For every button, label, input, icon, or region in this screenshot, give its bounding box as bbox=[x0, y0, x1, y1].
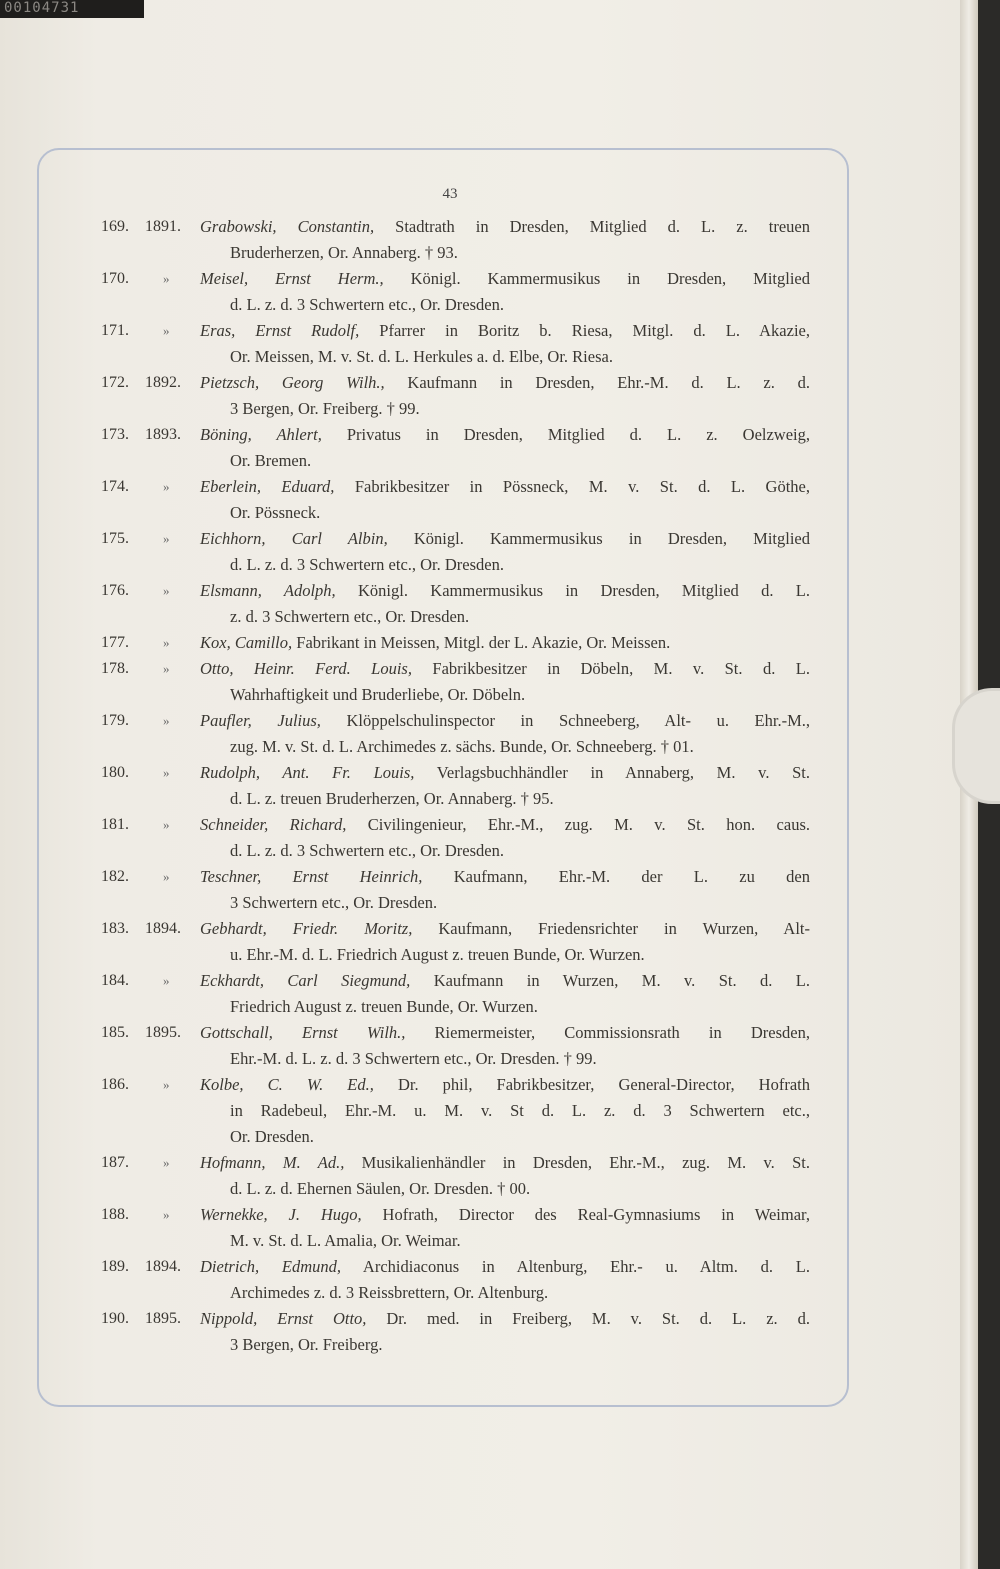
entry-year: » bbox=[163, 323, 170, 338]
entry-number: 182. bbox=[101, 868, 129, 885]
entry-number: 178. bbox=[101, 660, 129, 677]
entry-first-line bbox=[95, 1072, 810, 1098]
entry-text bbox=[200, 474, 810, 500]
member-name: Meisel, Ernst Herm., bbox=[200, 269, 384, 288]
member-name: Eberlein, Eduard, bbox=[200, 477, 335, 496]
entry-text bbox=[200, 370, 810, 396]
entry-first-line bbox=[95, 916, 810, 942]
entry-text bbox=[200, 812, 810, 838]
entry-number: 177. bbox=[101, 634, 129, 651]
member-details: Hofrath, Director des Real-Gymnasiums in Weimar, bbox=[361, 1205, 810, 1224]
entry-year: 1893. bbox=[145, 426, 181, 443]
entry-first-line bbox=[95, 630, 810, 656]
list-item bbox=[95, 708, 810, 760]
page-number: 43 bbox=[442, 186, 458, 202]
list-item bbox=[95, 812, 810, 864]
member-details: Musikalienhändler in Dresden, Ehr.-M., zug. M. v. St. bbox=[344, 1153, 810, 1172]
member-details: Kaufmann in Dresden, Ehr.-M. d. L. z. d. bbox=[384, 373, 810, 392]
entry-year: » bbox=[163, 817, 170, 832]
member-details: Königl. Kammermusikus in Dresden, Mitglied bbox=[387, 529, 810, 548]
list-item bbox=[95, 760, 810, 812]
entry-year: » bbox=[163, 661, 170, 676]
entry-continuation: d. L. z. d. 3 Schwertern etc., Or. Dresden. bbox=[230, 555, 504, 574]
entry-continuation: 3 Bergen, Or. Freiberg. † 99. bbox=[230, 399, 420, 418]
entry-text bbox=[200, 1254, 810, 1280]
entry-text bbox=[200, 916, 810, 942]
entry-text bbox=[200, 578, 810, 604]
entry-first-line bbox=[95, 1202, 810, 1228]
entry-text bbox=[200, 630, 810, 656]
entry-year: » bbox=[163, 973, 170, 988]
entry-first-line bbox=[95, 812, 810, 838]
entry-first-line bbox=[95, 318, 810, 344]
entry-year: » bbox=[163, 713, 170, 728]
entry-text bbox=[200, 760, 810, 786]
entry-year: 1891. bbox=[145, 218, 181, 235]
entry-continuation: Ehr.-M. d. L. z. d. 3 Schwertern etc., Or. Dresden. † 99. bbox=[230, 1049, 597, 1068]
entry-number: 174. bbox=[101, 478, 129, 495]
entry-continuation: z. d. 3 Schwertern etc., Or. Dresden. bbox=[230, 607, 470, 626]
entry-first-line bbox=[95, 474, 810, 500]
member-details: Privatus in Dresden, Mitglied d. L. z. Oelzweig, bbox=[321, 425, 811, 444]
entry-first-line bbox=[95, 578, 810, 604]
scan-label: 00104731 bbox=[0, 0, 144, 18]
list-item bbox=[95, 656, 810, 708]
entry-number: 189. bbox=[101, 1258, 129, 1275]
list-item bbox=[95, 474, 810, 526]
entry-year: » bbox=[163, 1077, 170, 1092]
member-details: Fabrikbesitzer in Pössneck, M. v. St. d. L. Göthe, bbox=[334, 477, 811, 496]
member-name: Paufler, Julius, bbox=[200, 711, 321, 730]
entry-continuation: Or. Bremen. bbox=[230, 451, 312, 470]
entry-year: » bbox=[163, 1207, 170, 1222]
entry-continuation: u. Ehr.-M. d. L. Friedrich August z. treuen Bunde, Or. Wurzen. bbox=[230, 945, 645, 964]
list-item bbox=[95, 1150, 810, 1202]
entry-year: » bbox=[163, 479, 170, 494]
entry-continuation: Wahrhaftigkeit und Bruderliebe, Or. Döbeln. bbox=[230, 685, 526, 704]
entry-text bbox=[200, 1306, 810, 1332]
member-details: Fabrikant in Meissen, Mitgl. der L. Akazie, Or. Meissen. bbox=[292, 633, 671, 652]
entry-year: » bbox=[163, 583, 170, 598]
entry-continuation: d. L. z. d. 3 Schwertern etc., Or. Dresden. bbox=[230, 295, 504, 314]
entry-text bbox=[200, 656, 810, 682]
entry-year: 1895. bbox=[145, 1310, 181, 1327]
entry-year: 1892. bbox=[145, 374, 181, 391]
member-name: Gottschall, Ernst Wilh., bbox=[200, 1023, 406, 1042]
entry-number: 173. bbox=[101, 426, 129, 443]
member-details: Fabrikbesitzer in Döbeln, M. v. St. d. L. bbox=[411, 659, 810, 678]
member-name: Rudolph, Ant. Fr. Louis, bbox=[200, 763, 415, 782]
entry-text bbox=[200, 318, 810, 344]
entry-continuation: d. L. z. d. 3 Schwertern etc., Or. Dresden. bbox=[230, 841, 504, 860]
member-name: Hofmann, M. Ad., bbox=[200, 1153, 345, 1172]
entry-number: 188. bbox=[101, 1206, 129, 1223]
entry-number: 185. bbox=[101, 1024, 129, 1041]
entry-number: 187. bbox=[101, 1154, 129, 1171]
member-name: Grabowski, Constantin, bbox=[200, 217, 375, 236]
entry-year: 1894. bbox=[145, 1258, 181, 1275]
member-details: Klöppelschulinspector in Schneeberg, Alt- u. Ehr.-M., bbox=[320, 711, 811, 730]
list-item bbox=[95, 1020, 810, 1072]
member-name: Wernekke, J. Hugo, bbox=[200, 1205, 362, 1224]
entry-number: 171. bbox=[101, 322, 129, 339]
entry-continuation: 3 Schwertern etc., Or. Dresden. bbox=[230, 893, 438, 912]
entry-year: 1894. bbox=[145, 920, 181, 937]
entry-first-line bbox=[95, 526, 810, 552]
entry-text bbox=[200, 422, 810, 448]
member-name: Kox, Camillo, bbox=[200, 633, 293, 652]
member-name: Elsmann, Adolph, bbox=[200, 581, 336, 600]
member-name: Otto, Heinr. Ferd. Louis, bbox=[200, 659, 412, 678]
member-details: Dr. phil, Fabrikbesitzer, General-Director, Hofrath bbox=[373, 1075, 810, 1094]
entry-number: 179. bbox=[101, 712, 129, 729]
list-item bbox=[95, 630, 810, 656]
member-name: Pietzsch, Georg Wilh., bbox=[200, 373, 385, 392]
entry-first-line bbox=[95, 214, 810, 240]
member-details: Kaufmann, Ehr.-M. der L. zu den bbox=[422, 867, 811, 886]
entry-first-line bbox=[95, 760, 810, 786]
entry-continuation: M. v. St. d. L. Amalia, Or. Weimar. bbox=[230, 1231, 461, 1250]
entry-year: » bbox=[163, 1155, 170, 1170]
member-name: Eckhardt, Carl Siegmund, bbox=[200, 971, 411, 990]
entry-first-line bbox=[95, 1150, 810, 1176]
entry-continuation: Or. Dresden. bbox=[230, 1127, 314, 1146]
entry-continuation: Friedrich August z. treuen Bunde, Or. Wurzen. bbox=[230, 997, 538, 1016]
entry-first-line bbox=[95, 968, 810, 994]
member-details: Königl. Kammermusikus in Dresden, Mitglied d. L. bbox=[335, 581, 810, 600]
entry-text bbox=[200, 864, 810, 890]
member-details: Archidiaconus in Altenburg, Ehr.- u. Altm. d. L. bbox=[341, 1257, 810, 1276]
list-item bbox=[95, 422, 810, 474]
entry-number: 169. bbox=[101, 218, 129, 235]
member-name: Dietrich, Edmund, bbox=[200, 1257, 342, 1276]
member-list bbox=[95, 214, 810, 1358]
member-details: Dr. med. in Freiberg, M. v. St. d. L. z. d. bbox=[366, 1309, 810, 1328]
member-details: Stadtrath in Dresden, Mitglied d. L. z. treuen bbox=[374, 217, 810, 236]
page-tab bbox=[952, 688, 1000, 804]
entry-first-line bbox=[95, 708, 810, 734]
entry-number: 183. bbox=[101, 920, 129, 937]
list-item bbox=[95, 1202, 810, 1254]
list-item bbox=[95, 318, 810, 370]
entry-text bbox=[200, 708, 810, 734]
member-name: Schneider, Richard, bbox=[200, 815, 347, 834]
list-item bbox=[95, 1072, 810, 1150]
entry-first-line bbox=[95, 1306, 810, 1332]
member-name: Eras, Ernst Rudolf, bbox=[200, 321, 360, 340]
member-details: Kaufmann, Friedensrichter in Wurzen, Alt- bbox=[412, 919, 811, 938]
entry-continuation: in Radebeul, Ehr.-M. u. M. v. St d. L. z. d. 3 Schwertern etc., bbox=[230, 1101, 810, 1120]
entry-text bbox=[200, 968, 810, 994]
member-name: Eichhorn, Carl Albin, bbox=[200, 529, 388, 548]
entry-number: 184. bbox=[101, 972, 129, 989]
member-name: Teschner, Ernst Heinrich, bbox=[200, 867, 423, 886]
member-details: Civilingenieur, Ehr.-M., zug. M. v. St. hon. caus. bbox=[346, 815, 810, 834]
entry-year: » bbox=[163, 531, 170, 546]
member-name: Böning, Ahlert, bbox=[200, 425, 322, 444]
entry-year: » bbox=[163, 869, 170, 884]
member-details: Verlagsbuchhändler in Annaberg, M. v. St. bbox=[414, 763, 811, 782]
entry-year: » bbox=[163, 635, 170, 650]
entry-year: 1895. bbox=[145, 1024, 181, 1041]
entry-text bbox=[200, 1202, 810, 1228]
entry-number: 190. bbox=[101, 1310, 129, 1327]
entry-first-line bbox=[95, 864, 810, 890]
list-item bbox=[95, 916, 810, 968]
entry-year: » bbox=[163, 765, 170, 780]
entry-first-line bbox=[95, 1254, 810, 1280]
list-item bbox=[95, 578, 810, 630]
list-item bbox=[95, 1306, 810, 1358]
entry-continuation: 3 Bergen, Or. Freiberg. bbox=[230, 1335, 383, 1354]
list-item bbox=[95, 266, 810, 318]
entry-text bbox=[200, 1020, 810, 1046]
list-item bbox=[95, 864, 810, 916]
entry-first-line bbox=[95, 266, 810, 292]
entry-number: 180. bbox=[101, 764, 129, 781]
list-item bbox=[95, 526, 810, 578]
member-name: Kolbe, C. W. Ed., bbox=[200, 1075, 374, 1094]
entry-continuation: d. L. z. treuen Bruderherzen, Or. Annaberg. † 95. bbox=[230, 789, 554, 808]
entry-first-line bbox=[95, 656, 810, 682]
entry-text bbox=[200, 214, 810, 240]
entry-text bbox=[200, 526, 810, 552]
list-item bbox=[95, 370, 810, 422]
entry-continuation: Archimedes z. d. 3 Reissbrettern, Or. Altenburg. bbox=[230, 1283, 549, 1302]
entry-text bbox=[200, 1150, 810, 1176]
member-name: Gebhardt, Friedr. Moritz, bbox=[200, 919, 413, 938]
entry-continuation: Or. Pössneck. bbox=[230, 503, 321, 522]
entry-year: » bbox=[163, 271, 170, 286]
member-details: Pfarrer in Boritz b. Riesa, Mitgl. d. L. Akazie, bbox=[359, 321, 810, 340]
entry-number: 175. bbox=[101, 530, 129, 547]
entry-number: 176. bbox=[101, 582, 129, 599]
entry-number: 172. bbox=[101, 374, 129, 391]
member-name: Nippold, Ernst Otto, bbox=[200, 1309, 367, 1328]
entry-continuation: d. L. z. d. Ehernen Säulen, Or. Dresden. † 00. bbox=[230, 1179, 531, 1198]
entry-text bbox=[200, 1072, 810, 1098]
entry-first-line bbox=[95, 422, 810, 448]
list-item bbox=[95, 1254, 810, 1306]
entry-text bbox=[200, 266, 810, 292]
entry-first-line bbox=[95, 370, 810, 396]
entry-number: 181. bbox=[101, 816, 129, 833]
list-item bbox=[95, 968, 810, 1020]
member-details: Riemermeister, Commissionsrath in Dresden, bbox=[405, 1023, 810, 1042]
list-item bbox=[95, 214, 810, 266]
entry-continuation: Bruderherzen, Or. Annaberg. † 93. bbox=[230, 243, 458, 262]
entry-number: 170. bbox=[101, 270, 129, 287]
entry-number: 186. bbox=[101, 1076, 129, 1093]
member-details: Königl. Kammermusikus in Dresden, Mitglied bbox=[383, 269, 810, 288]
entry-continuation: zug. M. v. St. d. L. Archimedes z. sächs. Bunde, Or. Schneeberg. † 01. bbox=[230, 737, 694, 756]
entry-first-line bbox=[95, 1020, 810, 1046]
member-details: Kaufmann in Wurzen, M. v. St. d. L. bbox=[410, 971, 811, 990]
entry-continuation: Or. Meissen, M. v. St. d. L. Herkules a. d. Elbe, Or. Riesa. bbox=[230, 347, 613, 366]
